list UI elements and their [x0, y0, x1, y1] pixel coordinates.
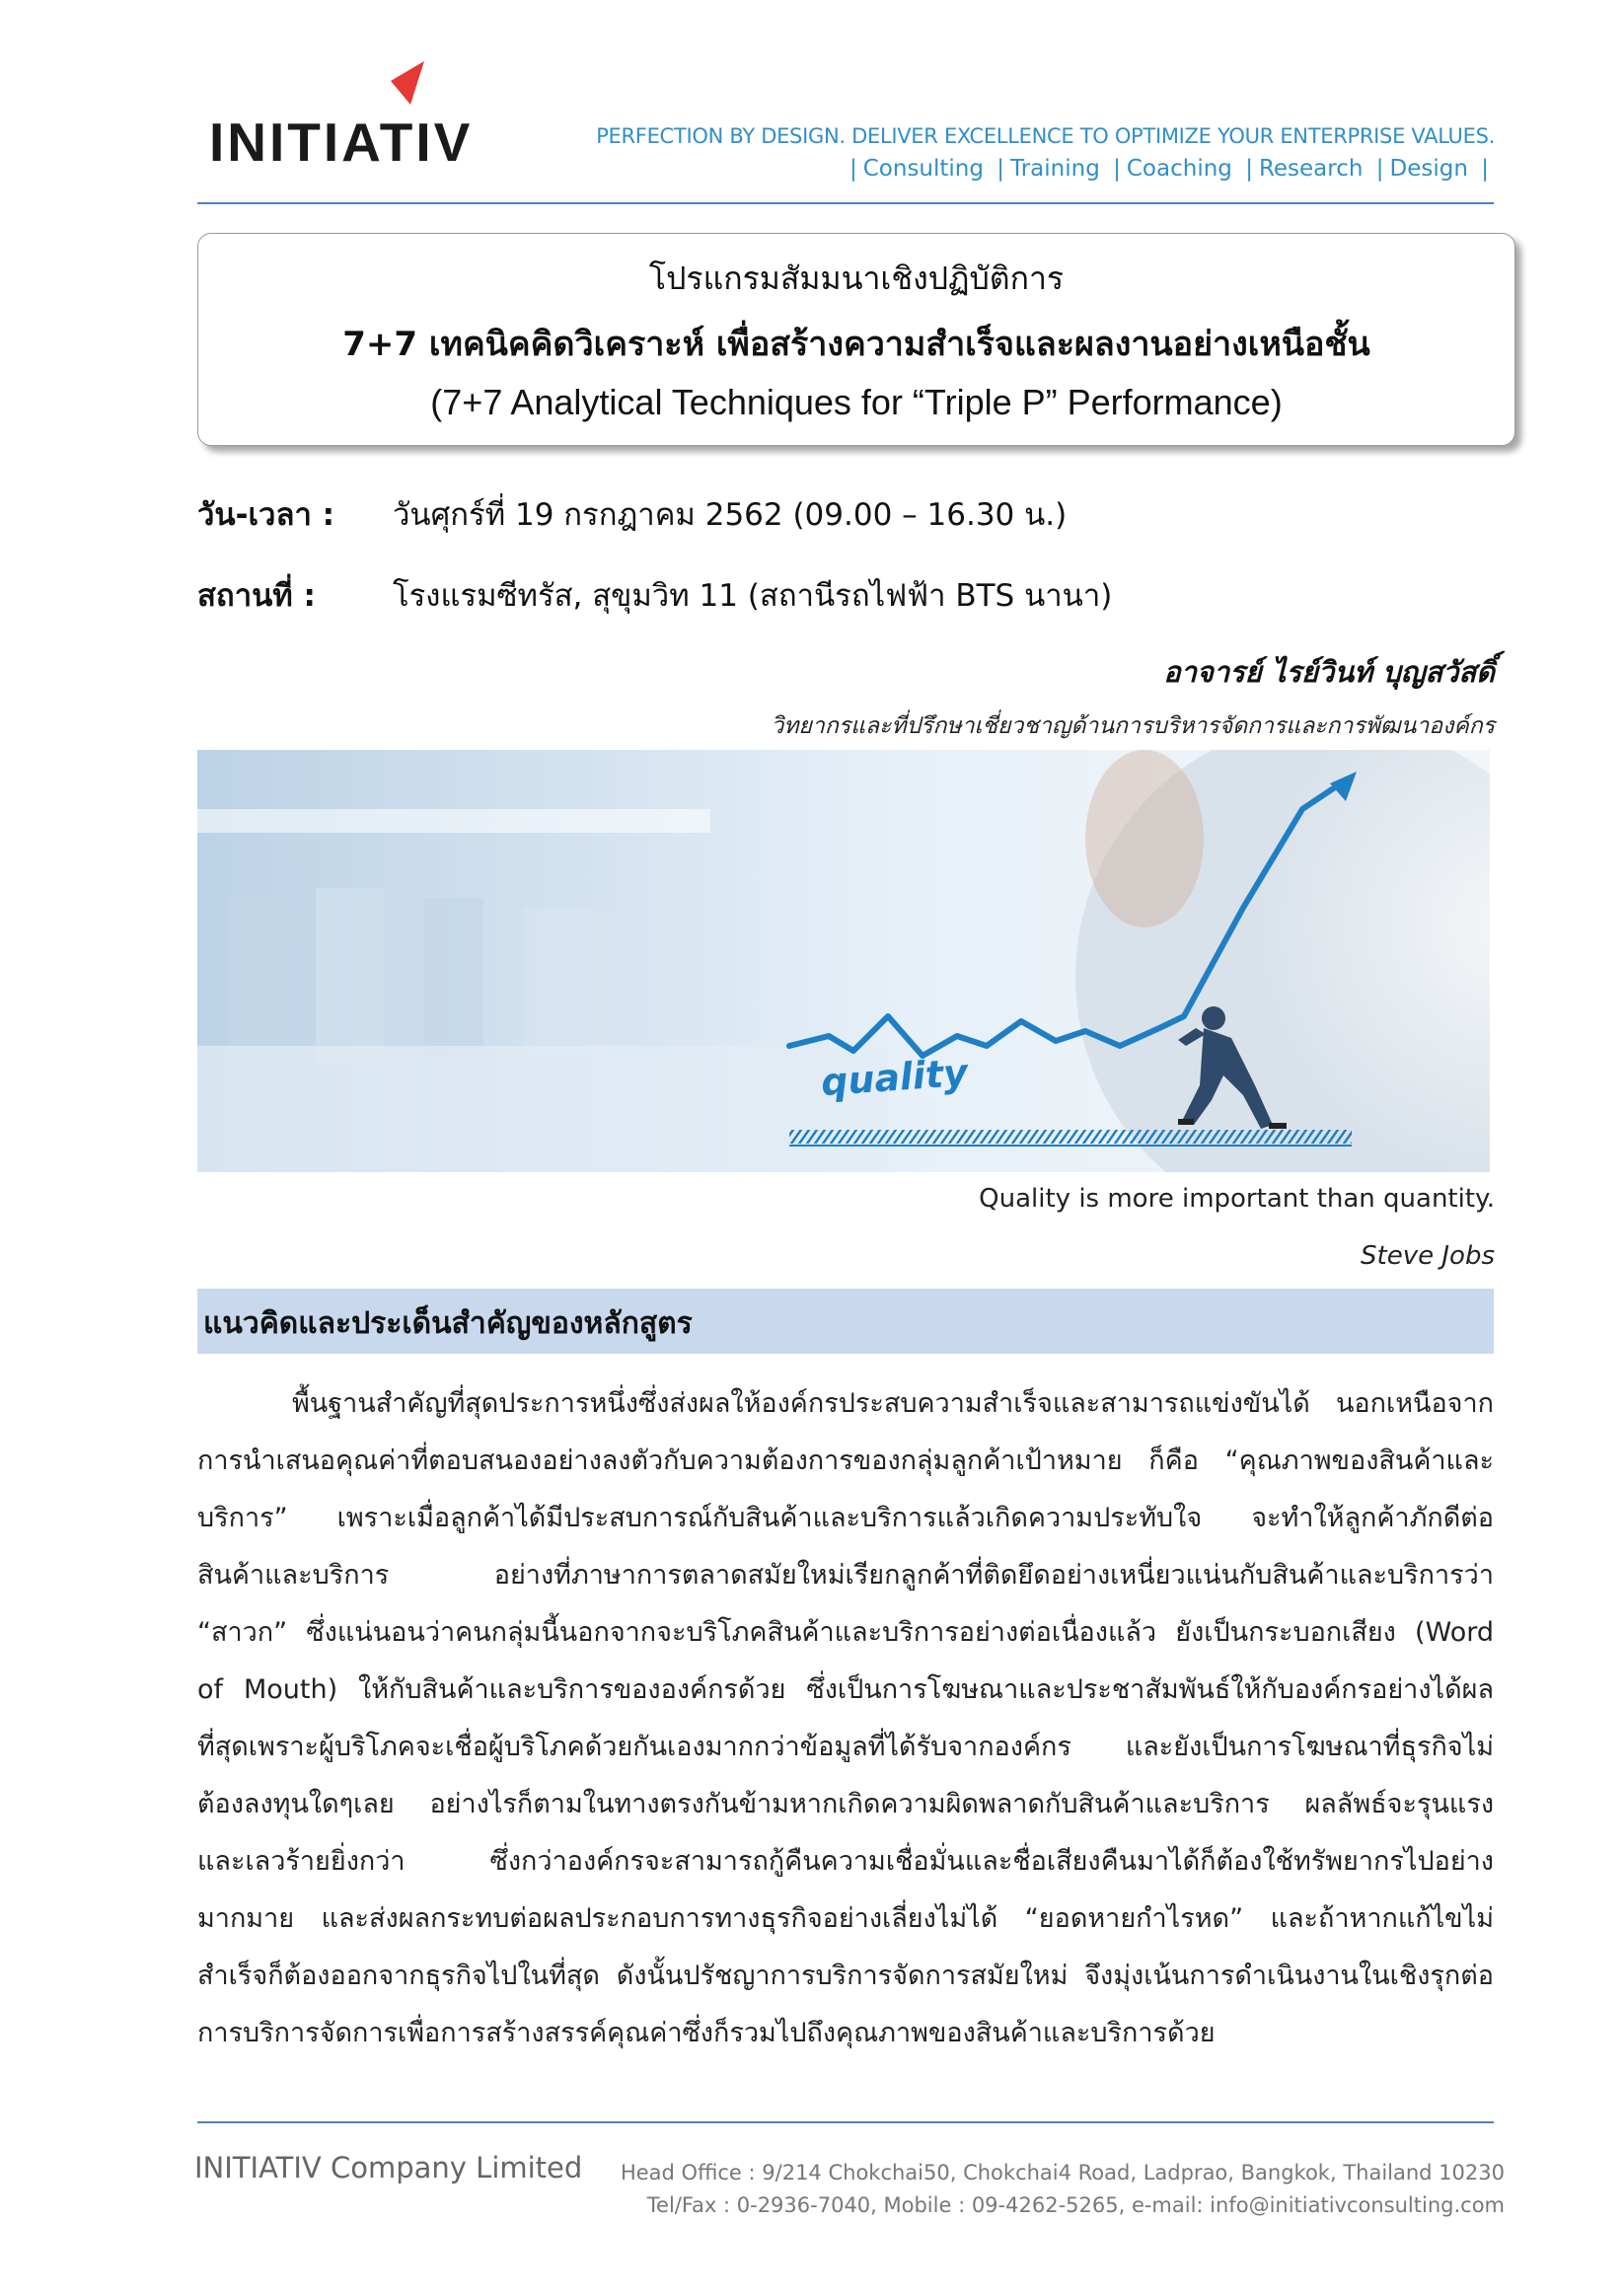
- venue-value: โรงแรมซีทรัส, สุขุมวิท 11 (สถานีรถไฟฟ้า BTS นานา): [393, 578, 1113, 614]
- footer-address: [621, 2157, 1505, 2222]
- header-divider: [197, 202, 1494, 204]
- program-type: โปรแกรมสัมมนาเชิงปฏิบัติการ: [648, 259, 1065, 297]
- service-coaching-link[interactable]: Coaching: [1126, 156, 1232, 182]
- body-line: พื้นฐานสำคัญที่สุดประการหนึ่งซึ่งส่งผลให้องค์กรประสบความสำเร็จและสามารถแข่งขันได้ นอกเหนือจาก: [292, 1388, 1494, 1419]
- services-separator: |: [1245, 156, 1253, 182]
- services-separator: |: [1481, 156, 1489, 182]
- services-separator: |: [1375, 156, 1384, 182]
- services-nav: [844, 156, 1495, 182]
- hero-quality-word: quality: [819, 1050, 970, 1105]
- section-title: แนวคิดและประเด็นสำคัญของหลักสูตร: [203, 1306, 693, 1341]
- body-line: ที่สุดเพราะผู้บริโภคจะเชื่อผู้บริโภคด้วยกันเองมากกว่าข้อมูลที่ได้รับจากองค์กร และยังเป็นการโฆษณาที่ธุรกิจไม่: [197, 1732, 1494, 1762]
- tagline: PERFECTION BY DESIGN. DELIVER EXCELLENCE TO OPTIMIZE YOUR ENTERPRISE VALUES.: [596, 124, 1495, 148]
- speaker-role: วิทยากรและที่ปรึกษาเชี่ยวชาญด้านการบริหารจัดการและการพัฒนาองค์กร: [771, 713, 1495, 739]
- services-separator: |: [849, 156, 857, 182]
- quote-author: Steve Jobs: [1361, 1241, 1495, 1271]
- body-line: สินค้าและบริการ อย่างที่ภาษาการตลาดสมัยใหม่เรียกลูกค้าที่ติดยึดอย่างเหนี่ยวแน่นกับสินค้าและบริการว่า: [197, 1560, 1494, 1591]
- body-line: “สาวก” ซึ่งแน่นอนว่าคนกลุ่มนี้นอกจากจะบริโภคสินค้าและบริการอย่างต่อเนื่องแล้ว ยังเป็นกระบอกเสียง (Word: [197, 1617, 1494, 1648]
- hero-image: [197, 750, 1490, 1172]
- footer-contact-line: Tel/Fax : 0-2936-7040, Mobile : 09-4262-5265, e-mail: info@initiativconsulting.com: [646, 2193, 1505, 2217]
- body-line: การนำเสนอคุณค่าที่ตอบสนองอย่างลงตัวกับความต้องการของกลุ่มลูกค้าเป้าหมาย ก็คือ “คุณภาพของสินค้าและ: [197, 1445, 1494, 1476]
- program-title-thai: 7+7 เทคนิคคิดวิเคราะห์ เพื่อสร้างความสำเร็จและผลงานอย่างเหนือชั้น: [342, 325, 1370, 364]
- body-line: และเลวร้ายยิ่งกว่า ซึ่งกว่าองค์กรจะสามารถกู้คืนความเชื่อมั่นและชื่อเสียงคืนมาได้ก็ต้องใช้ทรัพยากรไปอย่าง: [197, 1846, 1494, 1877]
- quote-text: Quality is more important than quantity.: [979, 1184, 1495, 1214]
- program-title-box: [197, 233, 1515, 446]
- section-body: [197, 1375, 1494, 2062]
- logo-triangle-icon: [387, 59, 426, 107]
- body-line: สำเร็จก็ต้องออกจากธุรกิจไปในที่สุด ดังนั้นปรัชญาการบริการจัดการสมัยใหม่ จึงมุ่งเน้นการดำเนินงานในเชิงรุกต่อ: [197, 1961, 1494, 1991]
- footer-company: INITIATIV Company Limited: [194, 2151, 583, 2185]
- logo-text: INITIATIV: [209, 111, 474, 173]
- venue-label: สถานที่ :: [197, 578, 316, 614]
- date-label: วัน-เวลา :: [197, 497, 335, 533]
- speaker-name: อาจารย์ ไรย์วินท์ บุญสวัสดิ์: [1163, 655, 1495, 689]
- section-header: [197, 1289, 1494, 1354]
- footer-divider: [197, 2121, 1494, 2123]
- service-research-link[interactable]: Research: [1258, 156, 1364, 182]
- body-line: ต้องลงทุนใดๆเลย อย่างไรก็ตามในทางตรงกันข้ามหากเกิดความผิดพลาดกับสินค้าและบริการ ผลลัพธ์จะรุนแรง: [197, 1789, 1494, 1819]
- footer-address-line: Head Office : 9/214 Chokchai50, Chokchai4 Road, Ladprao, Bangkok, Thailand 10230: [620, 2161, 1505, 2185]
- body-line: of Mouth) ให้กับสินค้าและบริการขององค์กรด้วย ซึ่งเป็นการโฆษณาและประชาสัมพันธ์ให้กับองค์กรอย่างได้ผล: [197, 1674, 1494, 1705]
- hero-illustration: [197, 750, 1490, 1172]
- body-line: มากมาย และส่งผลกระทบต่อผลประกอบการทางธุรกิจอย่างเลี่ยงไม่ได้ “ยอดหายกำไรหด” และถ้าหากแก้ไขไม่: [197, 1903, 1494, 1934]
- service-training-link[interactable]: Training: [1010, 156, 1100, 182]
- company-logo: [209, 59, 474, 173]
- service-design-link[interactable]: Design: [1389, 156, 1468, 182]
- service-consulting-link[interactable]: Consulting: [862, 156, 984, 182]
- program-title-english: (7+7 Analytical Techniques for “Triple P” Performance): [430, 382, 1283, 422]
- body-line: การบริการจัดการเพื่อการสร้างสรรค์คุณค่าซึ่งก็รวมไปถึงคุณภาพของสินค้าและบริการด้วย: [197, 2018, 1216, 2048]
- body-line: บริการ” เพราะเมื่อลูกค้าได้มีประสบการณ์กับสินค้าและบริการแล้วเกิดความประทับใจ จะทำให้ลูกค้าภักดีต่อ: [197, 1503, 1494, 1533]
- services-separator: |: [1113, 156, 1121, 182]
- date-value: วันศุกร์ที่ 19 กรกฎาคม 2562 (09.00 – 16.30 น.): [393, 497, 1068, 533]
- services-separator: |: [997, 156, 1005, 182]
